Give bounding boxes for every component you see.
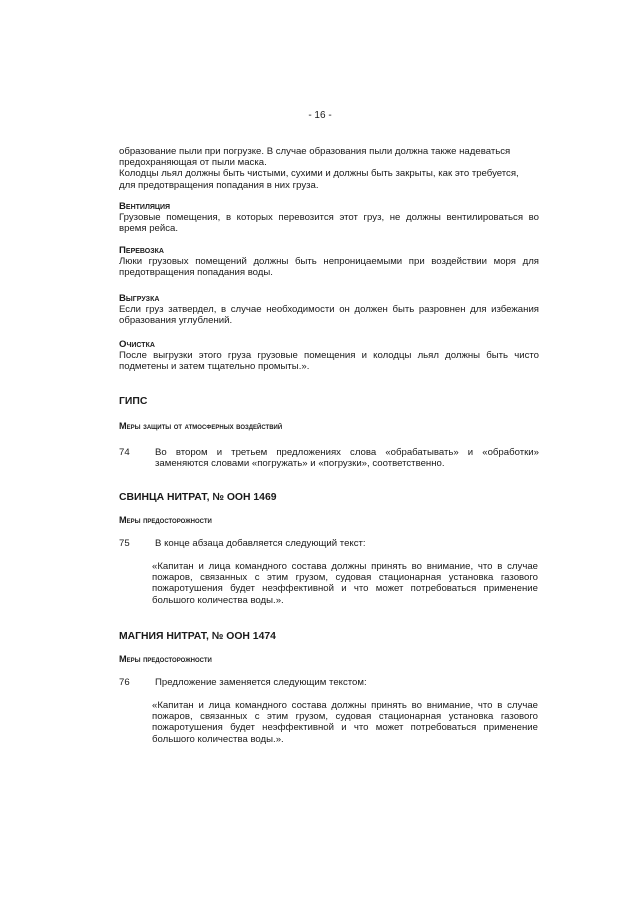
ventilation-section	[119, 201, 539, 235]
gypsum-title: ГИПС	[119, 396, 148, 407]
item-74	[119, 447, 539, 469]
item-number: 76	[119, 677, 130, 688]
item-text: Предложение заменяется следующим текстом:	[155, 677, 367, 688]
item-76	[119, 677, 539, 688]
lead-nitrate-subtitle: Меры предосторожности	[119, 515, 212, 525]
lead-nitrate-subtitle-block	[119, 515, 539, 526]
item-number: 74	[119, 447, 130, 458]
discharge-heading: Выгрузка	[119, 293, 160, 304]
lead-nitrate-title: СВИНЦА НИТРАТ, № ООН 1469	[119, 492, 277, 503]
cleaning-section	[119, 339, 539, 373]
intro-line: предохраняющая от пыли маска.	[119, 157, 267, 169]
intro-line: Колодцы льял должны быть чистыми, сухими и должны быть закрыты, как это требуется,	[119, 168, 519, 180]
intro-line: образование пыли при погрузке. В случае образования пыли должна также надеваться	[119, 146, 511, 157]
item-text: В конце абзаца добавляется следующий текст:	[155, 538, 366, 549]
carriage-text: Люки грузовых помещений должны быть непроницаемыми при воздействии моря для предотвращения попадания воды.	[119, 256, 539, 279]
cleaning-heading: Очистка	[119, 339, 155, 350]
item-number: 75	[119, 538, 130, 549]
magnesium-nitrate-title: МАГНИЯ НИТРАТ, № ООН 1474	[119, 631, 276, 642]
ventilation-text: Грузовые помещения, в которых перевозится этот груз, не должны вентилироваться во время рейса.	[119, 212, 539, 235]
discharge-section	[119, 293, 539, 327]
lead-nitrate-quote: «Капитан и лица командного состава должны принять во внимание, что в случае пожаров, связанных с этим грузом, судовая стационарная установка газового пожаротушения будет неэффективной и что может потребоваться применение большого количества воды.».	[152, 561, 538, 606]
magnesium-nitrate-subtitle: Меры предосторожности	[119, 654, 212, 664]
lead-nitrate-title-block	[119, 492, 539, 503]
discharge-text: Если груз затвердел, в случае необходимости он должен быть разровнен для избежания образования углублений.	[119, 304, 539, 327]
intro-paragraph	[119, 146, 539, 191]
gypsum-subtitle: Меры защиты от атмосферных воздействий	[119, 421, 283, 431]
gypsum-title-block	[119, 396, 539, 407]
cleaning-text: После выгрузки этого груза грузовые помещения и колодцы льял должны быть чисто подметены и затем тщательно промыты.».	[119, 350, 539, 373]
page-number: - 16 -	[308, 110, 332, 121]
magnesium-nitrate-title-block	[119, 631, 539, 642]
magnesium-nitrate-subtitle-block	[119, 654, 539, 665]
carriage-section	[119, 245, 539, 279]
ventilation-heading: Вентиляция	[119, 201, 171, 212]
gypsum-subtitle-block	[119, 421, 539, 432]
carriage-heading: Перевозка	[119, 245, 164, 256]
intro-line: для предотвращения попадания в них груза.	[119, 179, 319, 191]
item-text: Во втором и третьем предложениях слова «обрабатывать» и «обработки» заменяются словами «погружать» и «погрузки», соответственно.	[155, 447, 539, 470]
item-75	[119, 538, 539, 549]
magnesium-nitrate-quote: «Капитан и лица командного состава должны принять во внимание, что в случае пожаров, связанных с этим грузом, судовая стационарная установка газового пожаротушения будет неэффективной и что может потребоваться применение большого количества воды.».	[152, 700, 538, 745]
